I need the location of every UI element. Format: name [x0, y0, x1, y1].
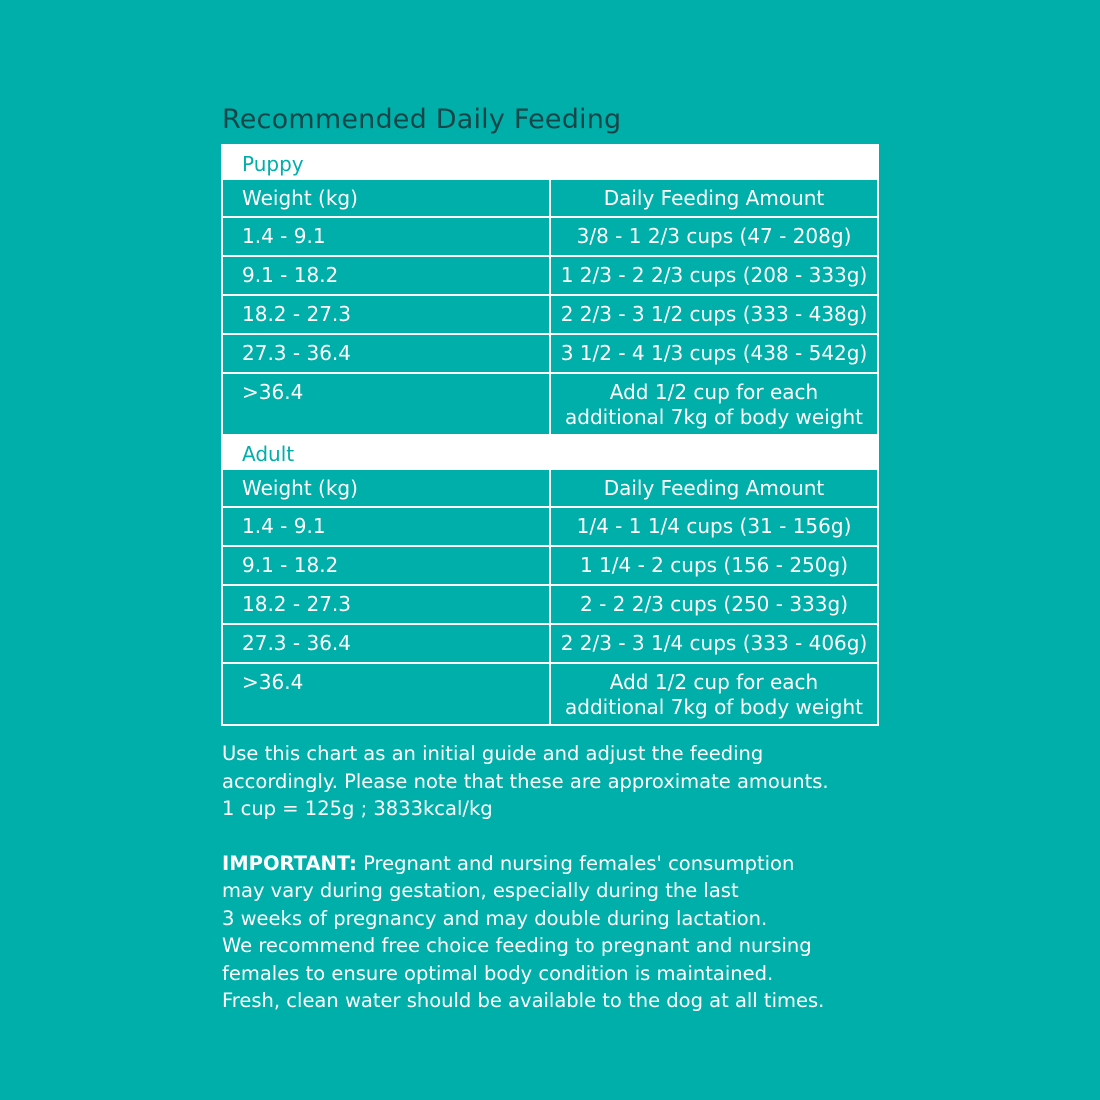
weight-cell: 9.1 - 18.2	[222, 256, 550, 295]
section-row-adult	[222, 435, 878, 469]
table-row	[222, 624, 878, 663]
amount-line: Add 1/2 cup for each	[609, 380, 819, 404]
table-row	[222, 295, 878, 334]
amount-cell: 1/4 - 1 1/4 cups (31 - 156g)	[550, 507, 878, 546]
table-row	[222, 217, 878, 256]
weight-cell: >36.4	[222, 663, 550, 725]
weight-cell: >36.4	[222, 373, 550, 435]
section-row-puppy	[222, 145, 878, 179]
column-header-amount: Daily Feeding Amount	[550, 469, 878, 507]
weight-cell: 18.2 - 27.3	[222, 295, 550, 334]
feeding-table	[221, 144, 879, 726]
table-row	[222, 507, 878, 546]
amount-cell: 2 2/3 - 3 1/4 cups (333 - 406g)	[550, 624, 878, 663]
important-note-line: Fresh, clean water should be available to the dog at all times.	[222, 989, 825, 1012]
amount-line: additional 7kg of body weight	[565, 695, 863, 719]
amount-cell: 3 1/2 - 4 1/3 cups (438 - 542g)	[550, 334, 878, 373]
weight-cell: 18.2 - 27.3	[222, 585, 550, 624]
amount-cell: 1 2/3 - 2 2/3 cups (208 - 333g)	[550, 256, 878, 295]
column-header-weight: Weight (kg)	[222, 469, 550, 507]
table-row	[222, 546, 878, 585]
column-header-weight: Weight (kg)	[222, 179, 550, 217]
table-row	[222, 334, 878, 373]
table-row	[222, 256, 878, 295]
amount-cell	[550, 663, 878, 725]
feeding-notes	[222, 740, 922, 1015]
guide-note-line: accordingly. Please note that these are approximate amounts.	[222, 769, 829, 793]
header-row	[222, 469, 878, 507]
spacer	[222, 823, 922, 850]
weight-cell: 1.4 - 9.1	[222, 217, 550, 256]
header-row	[222, 179, 878, 217]
important-note-line: We recommend free choice feeding to pregnant and nursing	[222, 934, 812, 957]
important-note-line	[222, 850, 922, 878]
table-row	[222, 585, 878, 624]
important-note-line: 3 weeks of pregnancy and may double during lactation.	[222, 906, 768, 930]
weight-cell: 9.1 - 18.2	[222, 546, 550, 585]
weight-cell: 27.3 - 36.4	[222, 624, 550, 663]
section-label: Adult	[222, 435, 878, 469]
page-title: Recommended Daily Feeding	[222, 104, 622, 136]
table-row	[222, 373, 878, 435]
important-note-line: may vary during gestation, especially during the last	[222, 879, 739, 902]
weight-cell: 27.3 - 36.4	[222, 334, 550, 373]
guide-note-line: Use this chart as an initial guide and adjust the feeding	[222, 742, 764, 765]
guide-note-line: 1 cup = 125g ; 3833kcal/kg	[222, 797, 493, 820]
amount-cell: 3/8 - 1 2/3 cups (47 - 208g)	[550, 217, 878, 256]
important-label: IMPORTANT:	[222, 851, 357, 875]
section-label: Puppy	[222, 145, 878, 179]
important-note-line: females to ensure optimal body condition is maintained.	[222, 961, 774, 985]
weight-cell: 1.4 - 9.1	[222, 507, 550, 546]
amount-line: additional 7kg of body weight	[565, 405, 863, 429]
amount-line: Add 1/2 cup for each	[609, 670, 819, 694]
important-text: Pregnant and nursing females' consumption	[356, 851, 795, 875]
column-header-amount: Daily Feeding Amount	[550, 179, 878, 217]
amount-cell: 2 - 2 2/3 cups (250 - 333g)	[550, 585, 878, 624]
amount-cell: 1 1/4 - 2 cups (156 - 250g)	[550, 546, 878, 585]
table-row	[222, 663, 878, 725]
amount-cell: 2 2/3 - 3 1/2 cups (333 - 438g)	[550, 295, 878, 334]
amount-cell	[550, 373, 878, 435]
